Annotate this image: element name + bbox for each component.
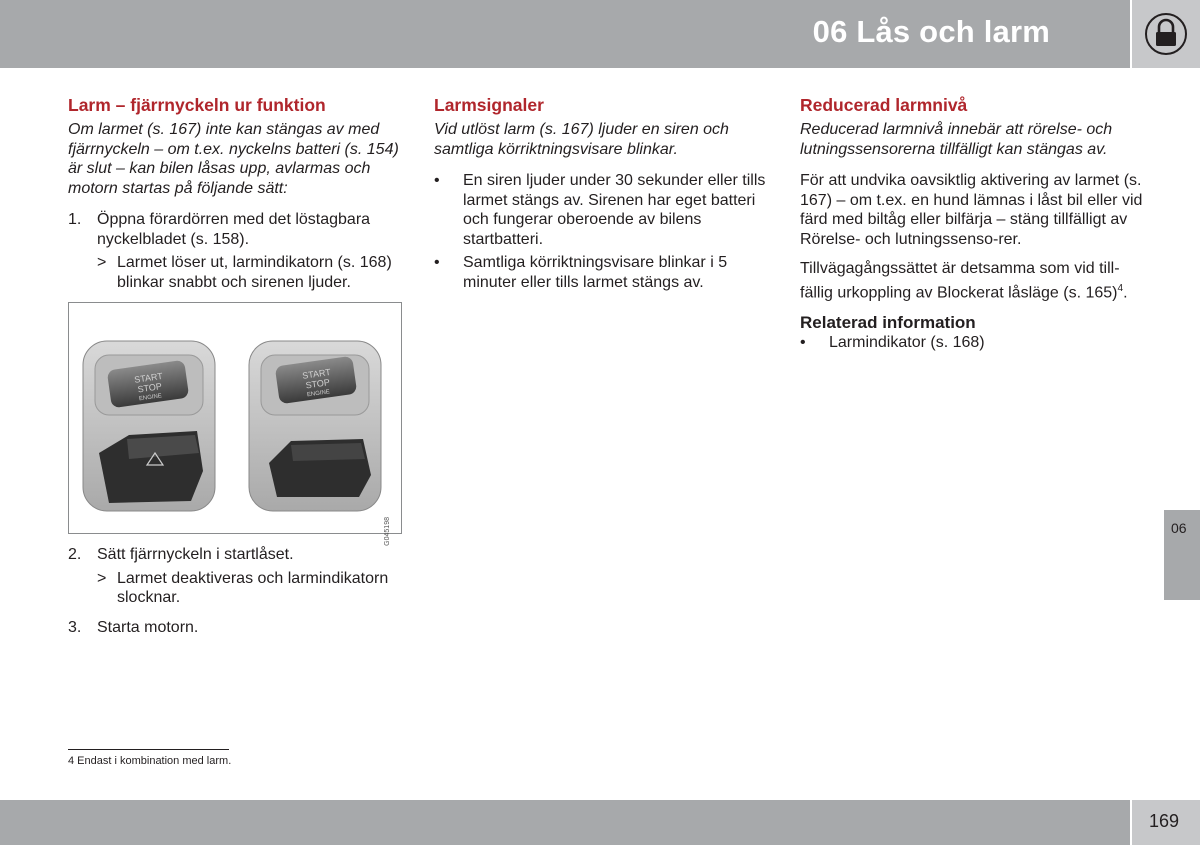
button-text-stop: STOP	[136, 381, 163, 395]
button-text-start-right: START	[301, 366, 332, 381]
related-heading: Relaterad information	[800, 313, 976, 333]
related-link-text[interactable]: Larmindikator (s. 168)	[829, 334, 985, 352]
step-2	[68, 545, 403, 565]
section-heading: Larm – fjärrnyckeln ur funktion	[68, 95, 326, 115]
list-item-text: Samtliga körriktningsvisare blinkar i 5 minuter eller tills larmet stängs av.	[463, 254, 728, 291]
related-link[interactable]	[800, 333, 1145, 353]
step-3	[68, 618, 403, 638]
result-text: Larmet deaktiveras och larmindikatorn slocknar.	[117, 569, 389, 606]
figure-code: G045198	[384, 517, 391, 546]
result-marker: >	[97, 569, 107, 587]
button-text-engine: ENGINE	[138, 393, 163, 403]
key-slot-illustration	[69, 303, 401, 533]
page-number: 169	[1149, 811, 1180, 831]
paragraph-text: Tillvägagångssättet är detsamma som vid till-fällig urkoppling av Blockerat låsläge (s. 165)	[800, 260, 1120, 301]
related-list	[800, 333, 1145, 353]
chapter-side-tab[interactable]	[1164, 510, 1200, 600]
step-number: 1.	[68, 211, 82, 228]
footnote-number: 4	[68, 755, 75, 767]
list-item	[434, 171, 769, 249]
step-number: 2.	[68, 546, 82, 563]
footnote-text: Endast i kombination med larm.	[74, 755, 232, 767]
section-intro: Om larmet (s. 167) inte kan stängas av med fjärrnyckeln – om t.ex. nyckelns batteri (s. 154) är slut – kan bilen låsas upp, avlarmas och motorn startas på följande sätt:	[68, 121, 399, 197]
bullet-marker: •	[800, 334, 806, 352]
header-bar	[0, 0, 1130, 68]
column-alarm-key-failure-cont	[68, 545, 403, 641]
section-intro: Reducerad larmnivå innebär att rörelse- och lutningssensorerna tillfälligt kan stängas av.	[800, 121, 1113, 158]
step-text: Öppna förardörren med det löstagbara nyckelbladet (s. 158).	[97, 211, 371, 248]
header-icon-box	[1132, 0, 1200, 68]
bullet-list	[434, 171, 769, 292]
key-slot-left	[83, 341, 215, 511]
column-alarm-key-failure	[68, 94, 403, 302]
result-marker: >	[97, 254, 107, 271]
step-1	[68, 210, 403, 249]
step-2-result	[68, 569, 403, 608]
column-alarm-signals	[434, 94, 769, 296]
result-text: Larmet löser ut, larmindikatorn (s. 168) blinkar snabbt och sirenen ljuder.	[117, 254, 392, 291]
paragraph: För att undvika oavsiktlig aktivering av larmet (s. 167) – om t.ex. en hund lämnas i låst bil eller vid färd med biltåg eller bilfärja – stäng tillfälligt av Rörelse- och lutningssenso-rer.	[800, 172, 1143, 248]
paragraph-end: .	[1123, 283, 1128, 301]
step-text: Starta motorn.	[97, 618, 199, 636]
section-intro: Vid utlöst larm (s. 167) ljuder en siren och samtliga körriktningsvisare blinkar.	[434, 121, 729, 158]
list-item-text: En siren ljuder under 30 sekunder eller tills larmet stängs av. Sirenen har eget batteri och fungerar oberoende av bilens startbatteri.	[463, 172, 766, 248]
padlock-icon	[1144, 12, 1188, 56]
bullet-marker: •	[434, 254, 440, 271]
column-reduced-alarm-level	[800, 94, 1145, 357]
button-text-engine-right: ENGINE	[306, 389, 331, 399]
key-slot-right	[249, 341, 381, 511]
chapter-title: 06 Lås och larm	[812, 14, 1050, 49]
button-text-stop-right: STOP	[304, 377, 331, 391]
list-item	[434, 253, 769, 292]
footnote	[68, 755, 231, 767]
bullet-marker: •	[434, 172, 440, 189]
footnote-divider	[68, 749, 229, 750]
chapter-tab-label: 06	[1171, 520, 1187, 536]
step-number: 3.	[68, 618, 82, 636]
footer-bar	[0, 800, 1130, 845]
button-text-start: START	[133, 370, 164, 385]
paragraph-with-footnote	[800, 259, 1145, 302]
section-heading: Larmsignaler	[434, 95, 544, 115]
start-button-illustration	[68, 302, 402, 546]
step-text: Sätt fjärrnyckeln i startlåset.	[97, 546, 294, 563]
step-1-result	[68, 253, 403, 292]
section-heading: Reducerad larmnivå	[800, 95, 968, 115]
footnote-ref: 4	[1117, 282, 1124, 294]
